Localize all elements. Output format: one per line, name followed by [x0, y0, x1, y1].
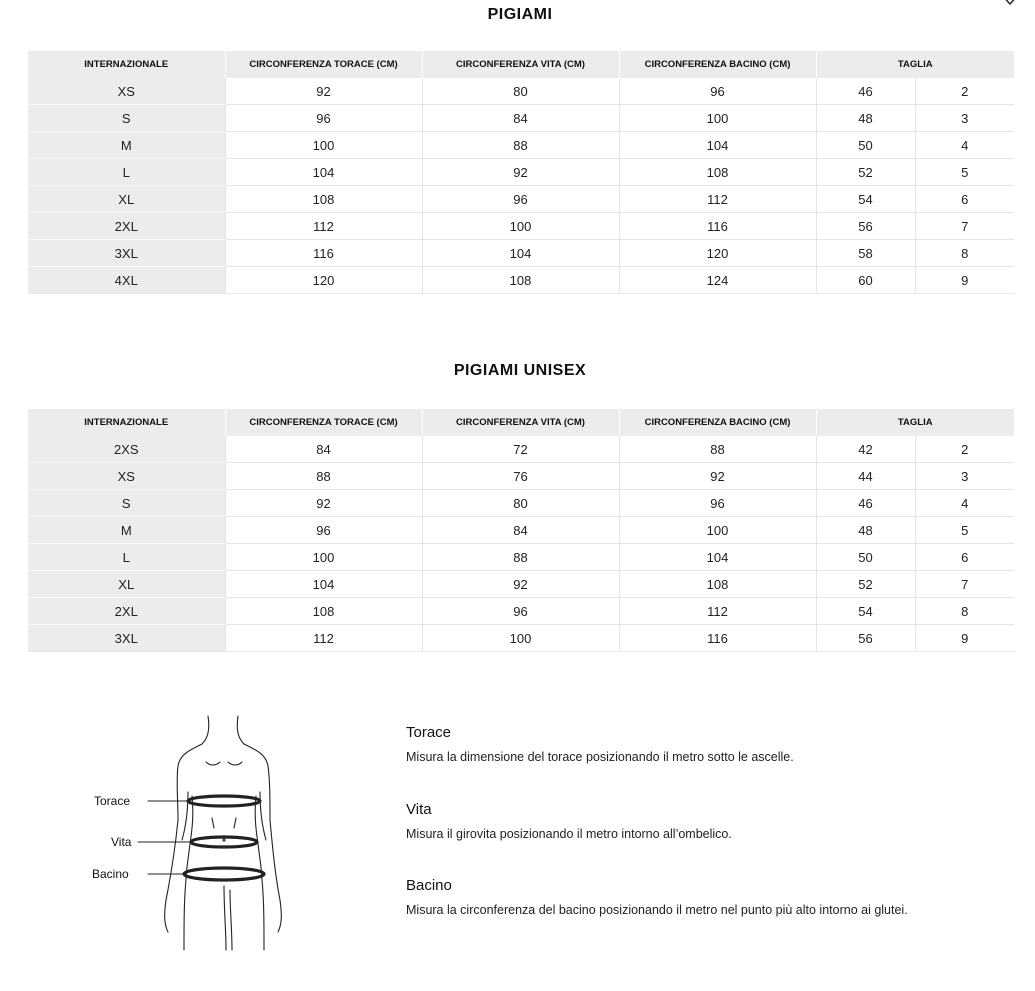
cell-internazionale: 4XL — [28, 267, 225, 294]
cell-taglia-it: 60 — [816, 267, 915, 294]
diagram-label-vita: Vita — [111, 835, 132, 849]
cell-internazionale: L — [28, 159, 225, 186]
measure-title: Torace — [406, 724, 452, 741]
cell-vita: 88 — [422, 544, 619, 571]
cell-bacino: 104 — [619, 544, 816, 571]
cell-torace: 116 — [225, 240, 422, 267]
cell-internazionale: M — [28, 517, 225, 544]
cell-bacino: 92 — [619, 463, 816, 490]
table-row — [28, 517, 1014, 544]
table-body — [28, 436, 1014, 652]
cell-bacino: 112 — [619, 598, 816, 625]
cell-vita: 100 — [422, 625, 619, 652]
table-header-row — [28, 51, 1014, 78]
cell-taglia-num: 3 — [915, 463, 1014, 490]
cell-vita: 84 — [422, 105, 619, 132]
cell-bacino: 104 — [619, 132, 816, 159]
table-row — [28, 78, 1014, 105]
cell-bacino: 108 — [619, 159, 816, 186]
cell-torace: 104 — [225, 159, 422, 186]
table-row — [28, 490, 1014, 517]
cell-bacino: 88 — [619, 436, 816, 463]
header-internazionale: INTERNAZIONALE — [28, 51, 225, 78]
cell-bacino: 108 — [619, 571, 816, 598]
cell-torace: 104 — [225, 571, 422, 598]
measure-description: Misura la circonferenza del bacino posizionando il metro nel punto più alto intorno ai glutei. — [406, 903, 908, 917]
cell-taglia-num: 6 — [915, 544, 1014, 571]
cell-taglia-it: 48 — [816, 517, 915, 544]
cell-torace: 92 — [225, 490, 422, 517]
cell-taglia-it: 54 — [816, 186, 915, 213]
table-row — [28, 213, 1014, 240]
table-row — [28, 132, 1014, 159]
cell-taglia-num: 3 — [915, 105, 1014, 132]
cell-internazionale: 2XS — [28, 436, 225, 463]
cell-vita: 80 — [422, 78, 619, 105]
cell-internazionale: XL — [28, 186, 225, 213]
table-row — [28, 186, 1014, 213]
cell-vita: 88 — [422, 132, 619, 159]
cell-taglia-it: 52 — [816, 571, 915, 598]
table-row — [28, 105, 1014, 132]
cell-taglia-num: 4 — [915, 132, 1014, 159]
cell-vita: 104 — [422, 240, 619, 267]
cell-taglia-it: 56 — [816, 213, 915, 240]
cell-bacino: 124 — [619, 267, 816, 294]
cell-bacino: 120 — [619, 240, 816, 267]
cell-bacino: 96 — [619, 490, 816, 517]
cell-bacino: 112 — [619, 186, 816, 213]
header-taglia: TAGLIA — [816, 409, 1014, 436]
cell-bacino: 116 — [619, 213, 816, 240]
measure-torace — [406, 724, 794, 764]
cell-taglia-num: 7 — [915, 571, 1014, 598]
cell-taglia-it: 52 — [816, 159, 915, 186]
measure-title: Vita — [406, 801, 432, 818]
cell-bacino: 96 — [619, 78, 816, 105]
cell-torace: 100 — [225, 544, 422, 571]
cell-internazionale: 2XL — [28, 598, 225, 625]
table-body — [28, 78, 1014, 294]
cell-vita: 108 — [422, 267, 619, 294]
cell-taglia-num: 6 — [915, 186, 1014, 213]
measure-title: Bacino — [406, 877, 452, 894]
cell-taglia-num: 8 — [915, 598, 1014, 625]
cell-internazionale: L — [28, 544, 225, 571]
cell-vita: 92 — [422, 571, 619, 598]
table-row — [28, 436, 1014, 463]
cell-internazionale: 2XL — [28, 213, 225, 240]
cell-internazionale: XS — [28, 463, 225, 490]
cell-taglia-num: 5 — [915, 517, 1014, 544]
cell-taglia-it: 50 — [816, 132, 915, 159]
cell-taglia-num: 4 — [915, 490, 1014, 517]
cell-taglia-num: 8 — [915, 240, 1014, 267]
table-row — [28, 240, 1014, 267]
cell-taglia-num: 9 — [915, 625, 1014, 652]
cell-vita: 84 — [422, 517, 619, 544]
cell-torace: 112 — [225, 213, 422, 240]
size-table-pigiami-unisex — [28, 409, 1014, 652]
cell-taglia-num: 2 — [915, 78, 1014, 105]
header-taglia: TAGLIA — [816, 51, 1014, 78]
cell-internazionale: S — [28, 490, 225, 517]
cell-bacino: 100 — [619, 517, 816, 544]
cell-internazionale: XL — [28, 571, 225, 598]
cell-torace: 108 — [225, 598, 422, 625]
cell-taglia-it: 44 — [816, 463, 915, 490]
cell-vita: 100 — [422, 213, 619, 240]
header-vita: CIRCONFERENZA VITA (CM) — [422, 409, 619, 436]
cell-taglia-num: 7 — [915, 213, 1014, 240]
cell-torace: 120 — [225, 267, 422, 294]
cell-internazionale: S — [28, 105, 225, 132]
cell-torace: 100 — [225, 132, 422, 159]
header-torace: CIRCONFERENZA TORACE (CM) — [225, 51, 422, 78]
cell-bacino: 116 — [619, 625, 816, 652]
cell-torace: 96 — [225, 517, 422, 544]
section-title-pigiami: PIGIAMI — [487, 6, 553, 23]
table-row — [28, 625, 1014, 652]
cell-taglia-it: 46 — [816, 78, 915, 105]
cell-taglia-it: 58 — [816, 240, 915, 267]
table-row — [28, 267, 1014, 294]
cell-torace: 88 — [225, 463, 422, 490]
measure-bacino — [406, 877, 908, 917]
measure-description: Misura la dimensione del torace posizionando il metro sotto le ascelle. — [406, 750, 794, 764]
table-row — [28, 544, 1014, 571]
diagram-label-bacino: Bacino — [92, 867, 129, 881]
section-title-pigiami-unisex: PIGIAMI UNISEX — [453, 362, 587, 379]
table-row — [28, 463, 1014, 490]
cell-torace: 108 — [225, 186, 422, 213]
cell-taglia-it: 42 — [816, 436, 915, 463]
size-table-pigiami — [28, 51, 1014, 294]
cell-taglia-it: 46 — [816, 490, 915, 517]
cell-vita: 96 — [422, 186, 619, 213]
body-figure-icon — [80, 700, 320, 960]
cell-internazionale: 3XL — [28, 240, 225, 267]
cell-taglia-it: 56 — [816, 625, 915, 652]
body-diagram — [80, 700, 320, 960]
measure-description: Misura il girovita posizionando il metro intorno all’ombelico. — [406, 827, 732, 841]
header-bacino: CIRCONFERENZA BACINO (CM) — [619, 51, 816, 78]
header-torace: CIRCONFERENZA TORACE (CM) — [225, 409, 422, 436]
header-bacino: CIRCONFERENZA BACINO (CM) — [619, 409, 816, 436]
cell-torace: 84 — [225, 436, 422, 463]
table-row — [28, 159, 1014, 186]
cell-taglia-num: 9 — [915, 267, 1014, 294]
cell-vita: 76 — [422, 463, 619, 490]
cell-taglia-num: 5 — [915, 159, 1014, 186]
header-internazionale: INTERNAZIONALE — [28, 409, 225, 436]
measure-vita — [406, 801, 732, 841]
cell-bacino: 100 — [619, 105, 816, 132]
cell-torace: 92 — [225, 78, 422, 105]
cell-torace: 112 — [225, 625, 422, 652]
cell-internazionale: M — [28, 132, 225, 159]
cell-taglia-it: 54 — [816, 598, 915, 625]
table-row — [28, 598, 1014, 625]
cell-internazionale: XS — [28, 78, 225, 105]
cell-taglia-it: 50 — [816, 544, 915, 571]
table-row — [28, 571, 1014, 598]
cell-vita: 92 — [422, 159, 619, 186]
cell-vita: 80 — [422, 490, 619, 517]
cell-vita: 96 — [422, 598, 619, 625]
table-header-row — [28, 409, 1014, 436]
header-vita: CIRCONFERENZA VITA (CM) — [422, 51, 619, 78]
cell-internazionale: 3XL — [28, 625, 225, 652]
cell-taglia-it: 48 — [816, 105, 915, 132]
diagram-label-torace: Torace — [94, 794, 131, 808]
cell-torace: 96 — [225, 105, 422, 132]
cell-taglia-num: 2 — [915, 436, 1014, 463]
cell-vita: 72 — [422, 436, 619, 463]
